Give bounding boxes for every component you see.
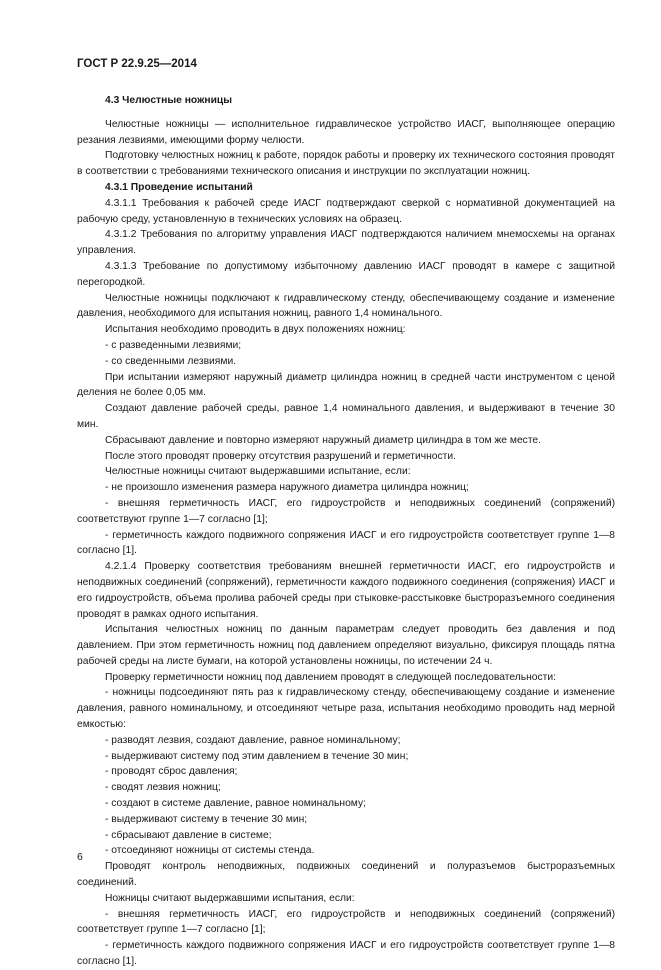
paragraph: Испытания челюстных ножниц по данным параметрам следует проводить без давления и под давлением. При этом герметичность ножниц под давлением определяют визуально, фиксируя площадь пятна рабочей среды на листе бумаги, на которой установлены ножницы, по истечении 24 ч. bbox=[77, 624, 615, 667]
paragraph: При испытании измеряют наружный диаметр цилиндра ножниц в средней части инструментом с ценой деления не более 0,05 мм. bbox=[77, 371, 615, 399]
paragraph: - внешняя герметичность ИАСГ, его гидроустройств и неподвижных соединений (сопряжений) соответствует группе 1—7 согласно [1]; bbox=[77, 908, 615, 936]
paragraph: - создают в системе давление, равное номинальному; bbox=[105, 798, 367, 810]
paragraph: - ножницы подсоединяют пять раз к гидравлическому стенду, обеспечивающему создание и изменение давления, равного номинальному, и отсоединяют четыре раза, испытания необходимо проводить над мерной емкостью: bbox=[77, 687, 615, 731]
paragraph: 4.3.1.3 Требование по допустимому избыточному давлению ИАСГ проводят в камере с защитной перегородкой. bbox=[77, 260, 615, 288]
test-paragraphs bbox=[77, 196, 615, 970]
paragraph: Челюстные ножницы — исполнительное гидравлическое устройство ИАСГ, выполняющее операцию резания лезвиями, имеющими форму челюсти. bbox=[77, 118, 615, 146]
intro-paragraphs bbox=[77, 117, 615, 180]
paragraph: Проверку герметичности ножниц под давлением проводят в следующей последовательности: bbox=[105, 671, 557, 683]
paragraph: - разводят лезвия, создают давление, равное номинальному; bbox=[105, 734, 401, 746]
paragraph: - сбрасывают давление в системе; bbox=[105, 829, 272, 841]
paragraph: После этого проводят проверку отсутствия разрушений и герметичности. bbox=[105, 450, 457, 462]
subsection-heading: 4.3.1 Проведение испытаний bbox=[105, 181, 253, 193]
paragraph: Сбрасывают давление и повторно измеряют наружный диаметр цилиндра в том же месте. bbox=[105, 434, 542, 446]
paragraph: - герметичность каждого подвижного сопряжения ИАСГ и его гидроустройств соответствует группе 1—8 согласно [1]. bbox=[77, 529, 615, 557]
paragraph: 4.2.1.4 Проверку соответствия требованиям внешней герметичности ИАСГ, его гидроустройств и неподвижных соединений (сопряжений), герметичности каждого подвижного соединения (сопряжения) ИАСГ и его гидроустройств, объема пролива рабочей среды при стыковке-расстыковке быстроразъемного соединения проводят в рамках одного испытания. bbox=[77, 561, 615, 620]
paragraph: - герметичность каждого подвижного сопряжения ИАСГ и его гидроустройств соответствует группе 1—8 согласно [1]. bbox=[77, 940, 615, 968]
paragraph: - со сведенными лезвиями. bbox=[105, 355, 237, 367]
document-body bbox=[77, 93, 615, 970]
paragraph: Челюстные ножницы подключают к гидравлическому стенду, обеспечивающему создание и изменение давления, необходимого для испытания ножниц, равного 1,4 номинального. bbox=[77, 292, 615, 320]
paragraph: 4.3.1.2 Требования по алгоритму управления ИАСГ подтверждаются наличием мнемосхемы на органах управления. bbox=[77, 229, 615, 257]
paragraph: - с разведенными лезвиями; bbox=[105, 339, 242, 351]
paragraph: Подготовку челюстных ножниц к работе, порядок работы и проверку их технического состояния проводят в соответствии с требованиями технического описания и инструкции по эксплуатации ножниц. bbox=[77, 150, 615, 178]
paragraph: Челюстные ножницы считают выдержавшими испытание, если: bbox=[105, 466, 411, 478]
paragraph: Проводят контроль неподвижных, подвижных соединений и полуразъемов быстроразъемных соединений. bbox=[77, 861, 615, 889]
paragraph: Испытания необходимо проводить в двух положениях ножниц: bbox=[105, 324, 406, 336]
paragraph: 4.3.1.1 Требования к рабочей среде ИАСГ подтверждают сверкой с нормативной документацией на рабочую среду, установленную в технических условиях на образец. bbox=[77, 197, 615, 225]
document-code: ГОСТ Р 22.9.25—2014 bbox=[77, 58, 197, 70]
paragraph: - проводят сброс давления; bbox=[105, 766, 238, 778]
paragraph: Создают давление рабочей среды, равное 1,4 номинального давления, и выдерживают в течение 30 мин. bbox=[77, 403, 615, 430]
paragraph: - выдерживают систему в течение 30 мин; bbox=[105, 813, 308, 825]
paragraph: - выдерживают систему под этим давлением в течение 30 мин; bbox=[105, 750, 409, 762]
paragraph: - сводят лезвия ножниц; bbox=[105, 782, 221, 794]
section-heading: 4.3 Челюстные ножницы bbox=[105, 95, 233, 106]
page-number: 6 bbox=[77, 851, 83, 863]
paragraph: Ножницы считают выдержавшими испытания, если: bbox=[105, 892, 355, 904]
paragraph: - не произошло изменения размера наружного диаметра цилиндра ножниц; bbox=[105, 482, 469, 494]
paragraph: - отсоединяют ножницы от системы стенда. bbox=[105, 845, 315, 857]
paragraph: - внешняя герметичность ИАСГ, его гидроустройств и неподвижных соединений (сопряжений) соответствуют группе 1—7 согласно [1]; bbox=[77, 497, 615, 525]
